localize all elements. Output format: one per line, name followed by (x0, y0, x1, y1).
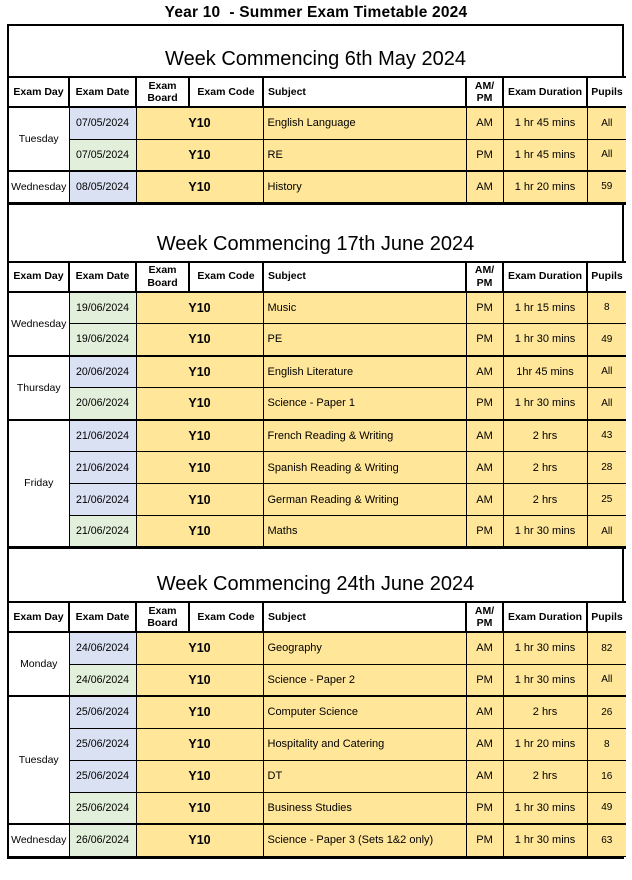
exam-code-cell: Y10 (136, 292, 263, 324)
column-header-exam-day: Exam Day (9, 262, 69, 292)
subject-cell: History (263, 171, 466, 203)
table-row (9, 484, 626, 516)
ampm-cell: AM (466, 484, 503, 516)
column-header-exam-board: Exam Board (136, 77, 189, 107)
exam-code-cell: Y10 (136, 632, 263, 664)
duration-cell: 2 hrs (503, 760, 587, 792)
duration-cell: 2 hrs (503, 452, 587, 484)
column-header-exam-day: Exam Day (9, 602, 69, 632)
table-row (9, 139, 626, 171)
subject-cell: Hospitality and Catering (263, 728, 466, 760)
exam-code-cell: Y10 (136, 792, 263, 824)
table-row (9, 696, 626, 728)
ampm-cell: AM (466, 728, 503, 760)
ampm-cell: PM (466, 139, 503, 171)
pupils-cell: 43 (587, 420, 626, 452)
table-row (9, 107, 626, 139)
exam-code-cell: Y10 (136, 107, 263, 139)
subject-cell: English Literature (263, 356, 466, 388)
exam-day-cell: Thursday (9, 356, 69, 420)
exam-date-cell: 25/06/2024 (69, 696, 136, 728)
pupils-cell: All (587, 356, 626, 388)
duration-cell: 1hr 45 mins (503, 356, 587, 388)
exam-code-cell: Y10 (136, 664, 263, 696)
column-header-exam-day: Exam Day (9, 77, 69, 107)
duration-cell: 1 hr 30 mins (503, 324, 587, 356)
ampm-cell: PM (466, 388, 503, 420)
ampm-cell: AM (466, 632, 503, 664)
week-title: Week Commencing 24th June 2024 (9, 549, 622, 601)
pupils-cell: 25 (587, 484, 626, 516)
exam-date-cell: 20/06/2024 (69, 388, 136, 420)
pupils-cell: 63 (587, 824, 626, 856)
pupils-cell: All (587, 107, 626, 139)
exam-code-cell: Y10 (136, 139, 263, 171)
ampm-cell: AM (466, 420, 503, 452)
duration-cell: 1 hr 30 mins (503, 388, 587, 420)
pupils-cell: All (587, 388, 626, 420)
duration-cell: 1 hr 20 mins (503, 728, 587, 760)
table-row (9, 356, 626, 388)
subject-cell: German Reading & Writing (263, 484, 466, 516)
duration-cell: 1 hr 30 mins (503, 516, 587, 548)
page-title: Year 10 - Summer Exam Timetable 2024 (164, 4, 468, 21)
pupils-cell: 8 (587, 292, 626, 324)
ampm-cell: PM (466, 824, 503, 856)
ampm-cell: AM (466, 356, 503, 388)
table-row (9, 824, 626, 856)
week-section (9, 205, 622, 550)
exam-day-cell: Friday (9, 420, 69, 548)
duration-cell: 2 hrs (503, 696, 587, 728)
subject-cell: Science - Paper 1 (263, 388, 466, 420)
table-row (9, 420, 626, 452)
exam-date-cell: 20/06/2024 (69, 356, 136, 388)
exam-code-cell: Y10 (136, 356, 263, 388)
exam-date-cell: 26/06/2024 (69, 824, 136, 856)
exam-code-cell: Y10 (136, 171, 263, 203)
column-header-am-pm: AM/ PM (466, 77, 503, 107)
column-header-exam-board: Exam Board (136, 602, 189, 632)
pupils-cell: 49 (587, 792, 626, 824)
exam-code-cell: Y10 (136, 452, 263, 484)
ampm-cell: AM (466, 107, 503, 139)
subject-cell: RE (263, 139, 466, 171)
ampm-cell: PM (466, 292, 503, 324)
exam-date-cell: 07/05/2024 (69, 139, 136, 171)
column-header-pupils: Pupils (587, 77, 626, 107)
subject-cell: Spanish Reading & Writing (263, 452, 466, 484)
column-header-exam-code: Exam Code (189, 262, 263, 292)
exam-date-cell: 21/06/2024 (69, 420, 136, 452)
subject-cell: Business Studies (263, 792, 466, 824)
column-header-exam-duration: Exam Duration (503, 602, 587, 632)
ampm-cell: PM (466, 324, 503, 356)
table-row (9, 632, 626, 664)
pupils-cell: 82 (587, 632, 626, 664)
table-row (9, 324, 626, 356)
ampm-cell: PM (466, 792, 503, 824)
duration-cell: 1 hr 30 mins (503, 632, 587, 664)
exam-table (9, 261, 626, 550)
table-row (9, 171, 626, 203)
subject-cell: Science - Paper 2 (263, 664, 466, 696)
table-row (9, 292, 626, 324)
table-row (9, 760, 626, 792)
duration-cell: 1 hr 30 mins (503, 792, 587, 824)
duration-cell: 1 hr 20 mins (503, 171, 587, 203)
ampm-cell: PM (466, 516, 503, 548)
exam-day-cell: Monday (9, 632, 69, 696)
header-row (9, 262, 626, 292)
pupils-cell: 49 (587, 324, 626, 356)
exam-date-cell: 25/06/2024 (69, 728, 136, 760)
exam-code-cell: Y10 (136, 420, 263, 452)
exam-code-cell: Y10 (136, 728, 263, 760)
ampm-cell: AM (466, 171, 503, 203)
week-section (9, 26, 622, 205)
exam-day-cell: Wednesday (9, 824, 69, 856)
duration-cell: 1 hr 45 mins (503, 107, 587, 139)
table-row (9, 728, 626, 760)
week-title: Week Commencing 6th May 2024 (9, 26, 622, 76)
exam-date-cell: 25/06/2024 (69, 792, 136, 824)
column-header-exam-duration: Exam Duration (503, 77, 587, 107)
exam-day-cell: Wednesday (9, 171, 69, 203)
header-row (9, 602, 626, 632)
column-header-subject: Subject (263, 262, 466, 292)
column-header-pupils: Pupils (587, 602, 626, 632)
table-row (9, 664, 626, 696)
subject-cell: French Reading & Writing (263, 420, 466, 452)
pupils-cell: 28 (587, 452, 626, 484)
exam-day-cell: Wednesday (9, 292, 69, 356)
ampm-cell: AM (466, 760, 503, 792)
ampm-cell: AM (466, 696, 503, 728)
subject-cell: Geography (263, 632, 466, 664)
exam-date-cell: 25/06/2024 (69, 760, 136, 792)
exam-date-cell: 21/06/2024 (69, 516, 136, 548)
exam-code-cell: Y10 (136, 760, 263, 792)
exam-date-cell: 21/06/2024 (69, 484, 136, 516)
pupils-cell: All (587, 664, 626, 696)
exam-date-cell: 24/06/2024 (69, 664, 136, 696)
pupils-cell: 59 (587, 171, 626, 203)
subject-cell: Computer Science (263, 696, 466, 728)
subject-cell: PE (263, 324, 466, 356)
week-title: Week Commencing 17th June 2024 (9, 205, 622, 261)
exam-code-cell: Y10 (136, 484, 263, 516)
exam-day-cell: Tuesday (9, 107, 69, 171)
exam-code-cell: Y10 (136, 324, 263, 356)
exam-table (9, 601, 626, 857)
column-header-exam-date: Exam Date (69, 262, 136, 292)
column-header-pupils: Pupils (587, 262, 626, 292)
subject-cell: English Language (263, 107, 466, 139)
week-section (9, 549, 622, 857)
pupils-cell: 16 (587, 760, 626, 792)
ampm-cell: PM (466, 664, 503, 696)
column-header-exam-code: Exam Code (189, 77, 263, 107)
duration-cell: 1 hr 45 mins (503, 139, 587, 171)
ampm-cell: AM (466, 452, 503, 484)
column-header-exam-date: Exam Date (69, 602, 136, 632)
exam-code-cell: Y10 (136, 388, 263, 420)
exam-date-cell: 08/05/2024 (69, 171, 136, 203)
exam-day-cell: Tuesday (9, 696, 69, 824)
column-header-subject: Subject (263, 602, 466, 632)
column-header-exam-board: Exam Board (136, 262, 189, 292)
column-header-subject: Subject (263, 77, 466, 107)
column-header-am-pm: AM/ PM (466, 602, 503, 632)
duration-cell: 2 hrs (503, 484, 587, 516)
column-header-exam-code: Exam Code (189, 602, 263, 632)
duration-cell: 1 hr 30 mins (503, 824, 587, 856)
pupils-cell: 8 (587, 728, 626, 760)
column-header-exam-date: Exam Date (69, 77, 136, 107)
timetable-container (7, 24, 624, 859)
column-header-am-pm: AM/ PM (466, 262, 503, 292)
subject-cell: Maths (263, 516, 466, 548)
exam-date-cell: 19/06/2024 (69, 292, 136, 324)
subject-cell: Science - Paper 3 (Sets 1&2 only) (263, 824, 466, 856)
duration-cell: 1 hr 15 mins (503, 292, 587, 324)
exam-table (9, 76, 626, 205)
pupils-cell: All (587, 139, 626, 171)
pupils-cell: All (587, 516, 626, 548)
exam-date-cell: 07/05/2024 (69, 107, 136, 139)
exam-date-cell: 21/06/2024 (69, 452, 136, 484)
exam-code-cell: Y10 (136, 516, 263, 548)
table-row (9, 388, 626, 420)
duration-cell: 2 hrs (503, 420, 587, 452)
pupils-cell: 26 (587, 696, 626, 728)
header-row (9, 77, 626, 107)
table-row (9, 452, 626, 484)
subject-cell: Music (263, 292, 466, 324)
duration-cell: 1 hr 30 mins (503, 664, 587, 696)
column-header-exam-duration: Exam Duration (503, 262, 587, 292)
subject-cell: DT (263, 760, 466, 792)
exam-code-cell: Y10 (136, 824, 263, 856)
exam-date-cell: 24/06/2024 (69, 632, 136, 664)
table-row (9, 516, 626, 548)
exam-date-cell: 19/06/2024 (69, 324, 136, 356)
table-row (9, 792, 626, 824)
exam-code-cell: Y10 (136, 696, 263, 728)
